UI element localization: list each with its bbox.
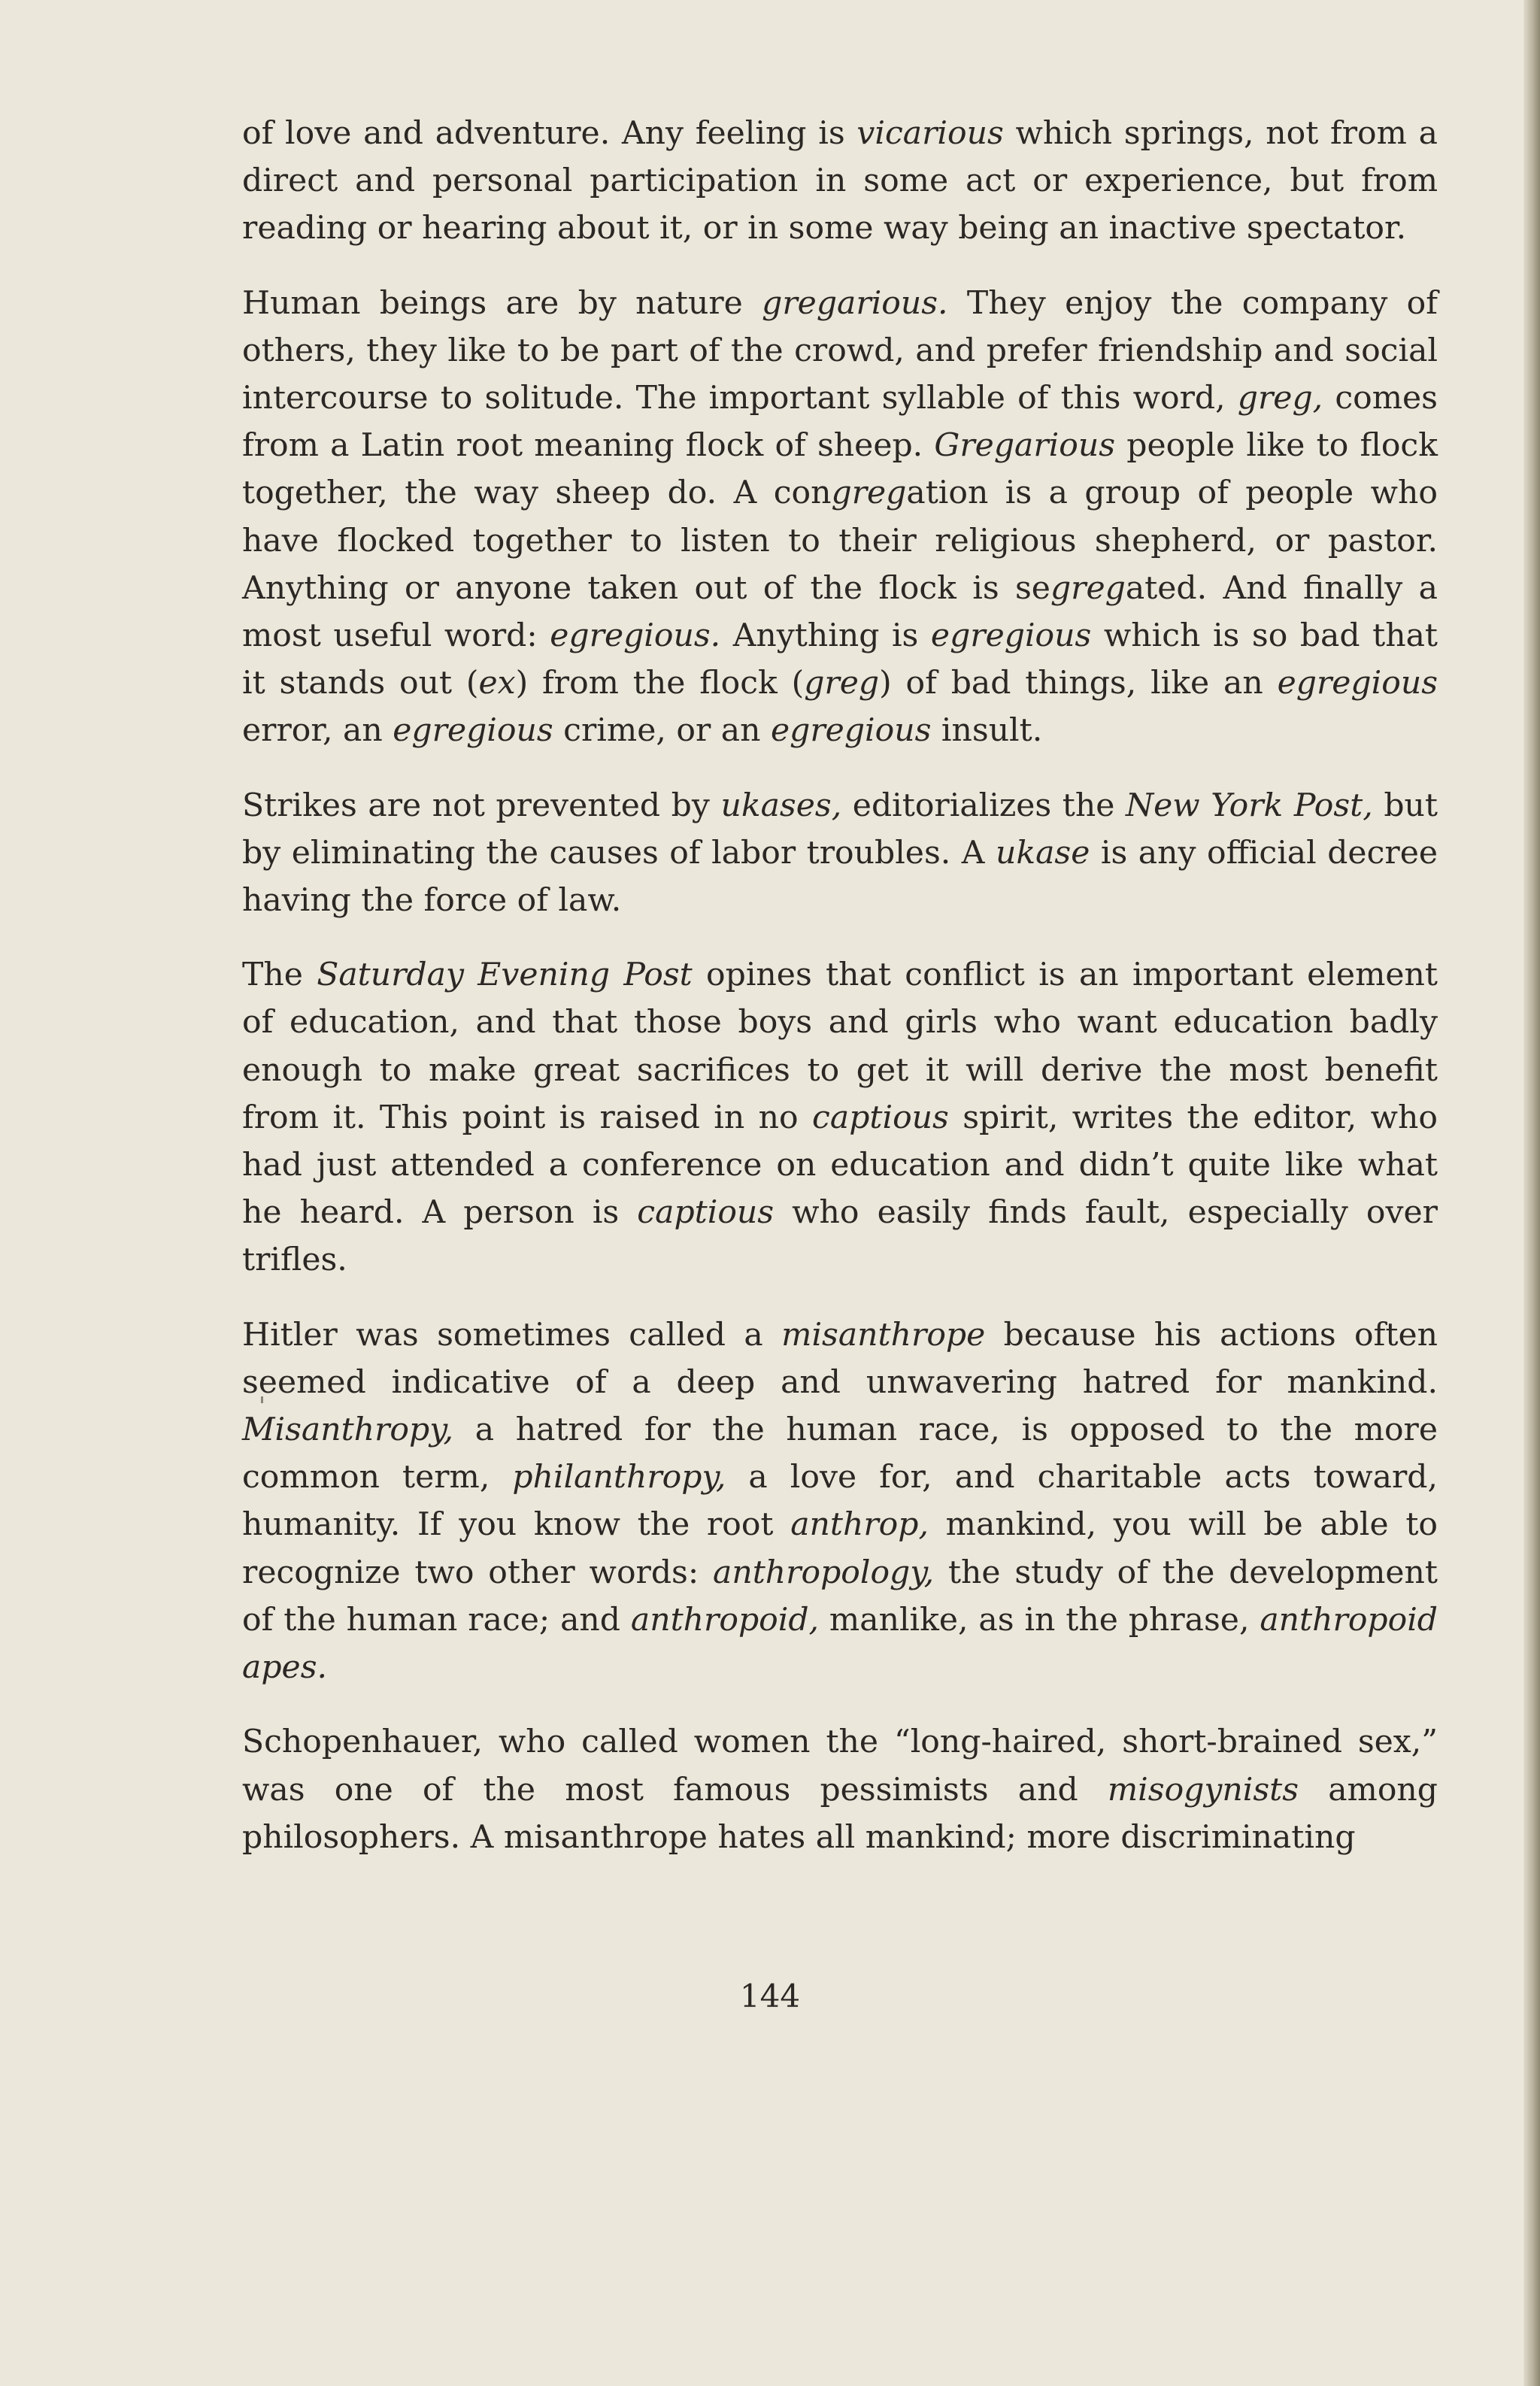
italic-term: philanthropy,	[512, 1459, 726, 1496]
italic-term: vicarious	[856, 115, 1004, 152]
text-run: Schopenhauer, who called women the “long-haired, short-brained sex,” was one of the most famous pessimists and	[242, 1724, 1438, 1808]
italic-term: greg,	[1237, 380, 1323, 417]
italic-term: egregious	[771, 712, 932, 750]
text-run: insult.	[931, 712, 1043, 750]
text-run: Hitler was sometimes called a	[242, 1316, 782, 1354]
text-run: a love for, and charitable acts toward, humanity. If you know the root	[242, 1459, 1438, 1544]
paragraph-captious	[242, 951, 1438, 1284]
text-run: who easily finds fault, especially over trifles.	[242, 1194, 1438, 1279]
text-run: of love and adventure. Any feeling is	[242, 115, 857, 152]
paragraph-misogynist	[242, 1718, 1438, 1861]
text-run: opines that conflict is an important element of education, and that those boys and girls who want education badly enough to make great sacrifices to get it will derive the most benefit from it. This point is raised in no	[242, 957, 1438, 1136]
italic-term: misanthrope	[781, 1316, 986, 1354]
italic-term: Misanthropy,	[242, 1411, 454, 1449]
text-run: Strikes are not prevented by	[242, 787, 721, 824]
text-run: ) of bad things, like an	[879, 665, 1278, 702]
text-run: Anything is	[720, 617, 931, 655]
text-run: The	[242, 957, 317, 994]
text-run: which is so bad that it stands out (	[242, 617, 1438, 702]
italic-term: misogynists	[1107, 1771, 1299, 1808]
italic-term: gregarious.	[762, 284, 948, 322]
italic-term: greg	[1050, 569, 1126, 607]
text-run: ) from the flock (	[515, 665, 805, 702]
italic-term: captious	[812, 1099, 949, 1136]
italic-term: Saturday Evening Post	[317, 957, 693, 994]
text-run: ated. And finally a most useful word:	[242, 569, 1438, 655]
page-number: 144	[739, 1978, 801, 2015]
italic-term: Gregarious	[934, 427, 1116, 465]
paragraph-misanthrope	[242, 1311, 1438, 1692]
paragraph-ukase	[242, 782, 1438, 925]
text-run: comes from a Latin root meaning flock of sheep.	[242, 380, 1438, 465]
page-edge	[1523, 0, 1540, 2386]
italic-term: ukase	[995, 834, 1090, 872]
text-run: people like to flock together, the way sheep do. A con	[242, 427, 1438, 512]
text-run: error, an	[242, 712, 393, 750]
text-run: ation is a group of people who have flocked together to listen to their religious shepherd, or pastor. Anything or anyone taken out of the flock is se	[242, 474, 1438, 607]
text-run: among philosophers. A misanthrope hates all mankind; more discriminating	[242, 1771, 1438, 1856]
text-run: manlike, as in the phrase,	[819, 1601, 1260, 1639]
body-text	[242, 110, 1438, 1888]
italic-term: greg	[804, 665, 880, 702]
text-run: is any official decree having the force of law.	[242, 834, 1438, 920]
paragraph-gregarious	[242, 280, 1438, 755]
italic-term: greg	[831, 474, 907, 512]
italic-term: captious	[637, 1194, 775, 1232]
italic-term: New York Post,	[1125, 787, 1373, 824]
italic-term: egregious.	[550, 617, 721, 655]
text-run: which springs, not from a direct and personal participation in some act or experience, but from reading or hearing about it, or in some way being an inactive spectator.	[242, 115, 1438, 247]
text-run: crime, or an	[553, 712, 771, 750]
text-run: a hatred for the human race, is opposed to the more common term,	[242, 1411, 1438, 1496]
paragraph-vicarious	[242, 110, 1438, 253]
text-run: spirit, writes the editor, who had just attended a conference on education and didn’t quite like what he heard. A person is	[242, 1099, 1438, 1232]
text-run: mankind, you will be able to recognize two other words:	[242, 1506, 1438, 1591]
text-run: They enjoy the company of others, they like to be part of the crowd, and prefer friendship and social intercourse to solitude. The important syllable of this word,	[242, 284, 1438, 417]
italic-term: egregious	[1277, 665, 1438, 702]
text-run: editorializes the	[841, 787, 1126, 824]
text-run: Human beings are by nature	[242, 284, 762, 322]
italic-term: ukases,	[720, 787, 842, 824]
italic-term: anthropoid apes.	[242, 1601, 1438, 1687]
text-run: because his actions often seemed indicative of a deep and unwavering hatred for mankind.	[242, 1316, 1438, 1401]
italic-term: egregious	[930, 617, 1092, 655]
italic-term: anthropoid,	[630, 1601, 820, 1639]
italic-term: ex	[478, 665, 516, 702]
text-run: the study of the development of the human race; and	[242, 1554, 1438, 1639]
text-run: but by eliminating the causes of labor troubles. A	[242, 787, 1438, 872]
italic-term: anthropology,	[713, 1554, 935, 1591]
italic-term: egregious	[393, 712, 553, 750]
italic-term: anthrop,	[790, 1506, 929, 1544]
